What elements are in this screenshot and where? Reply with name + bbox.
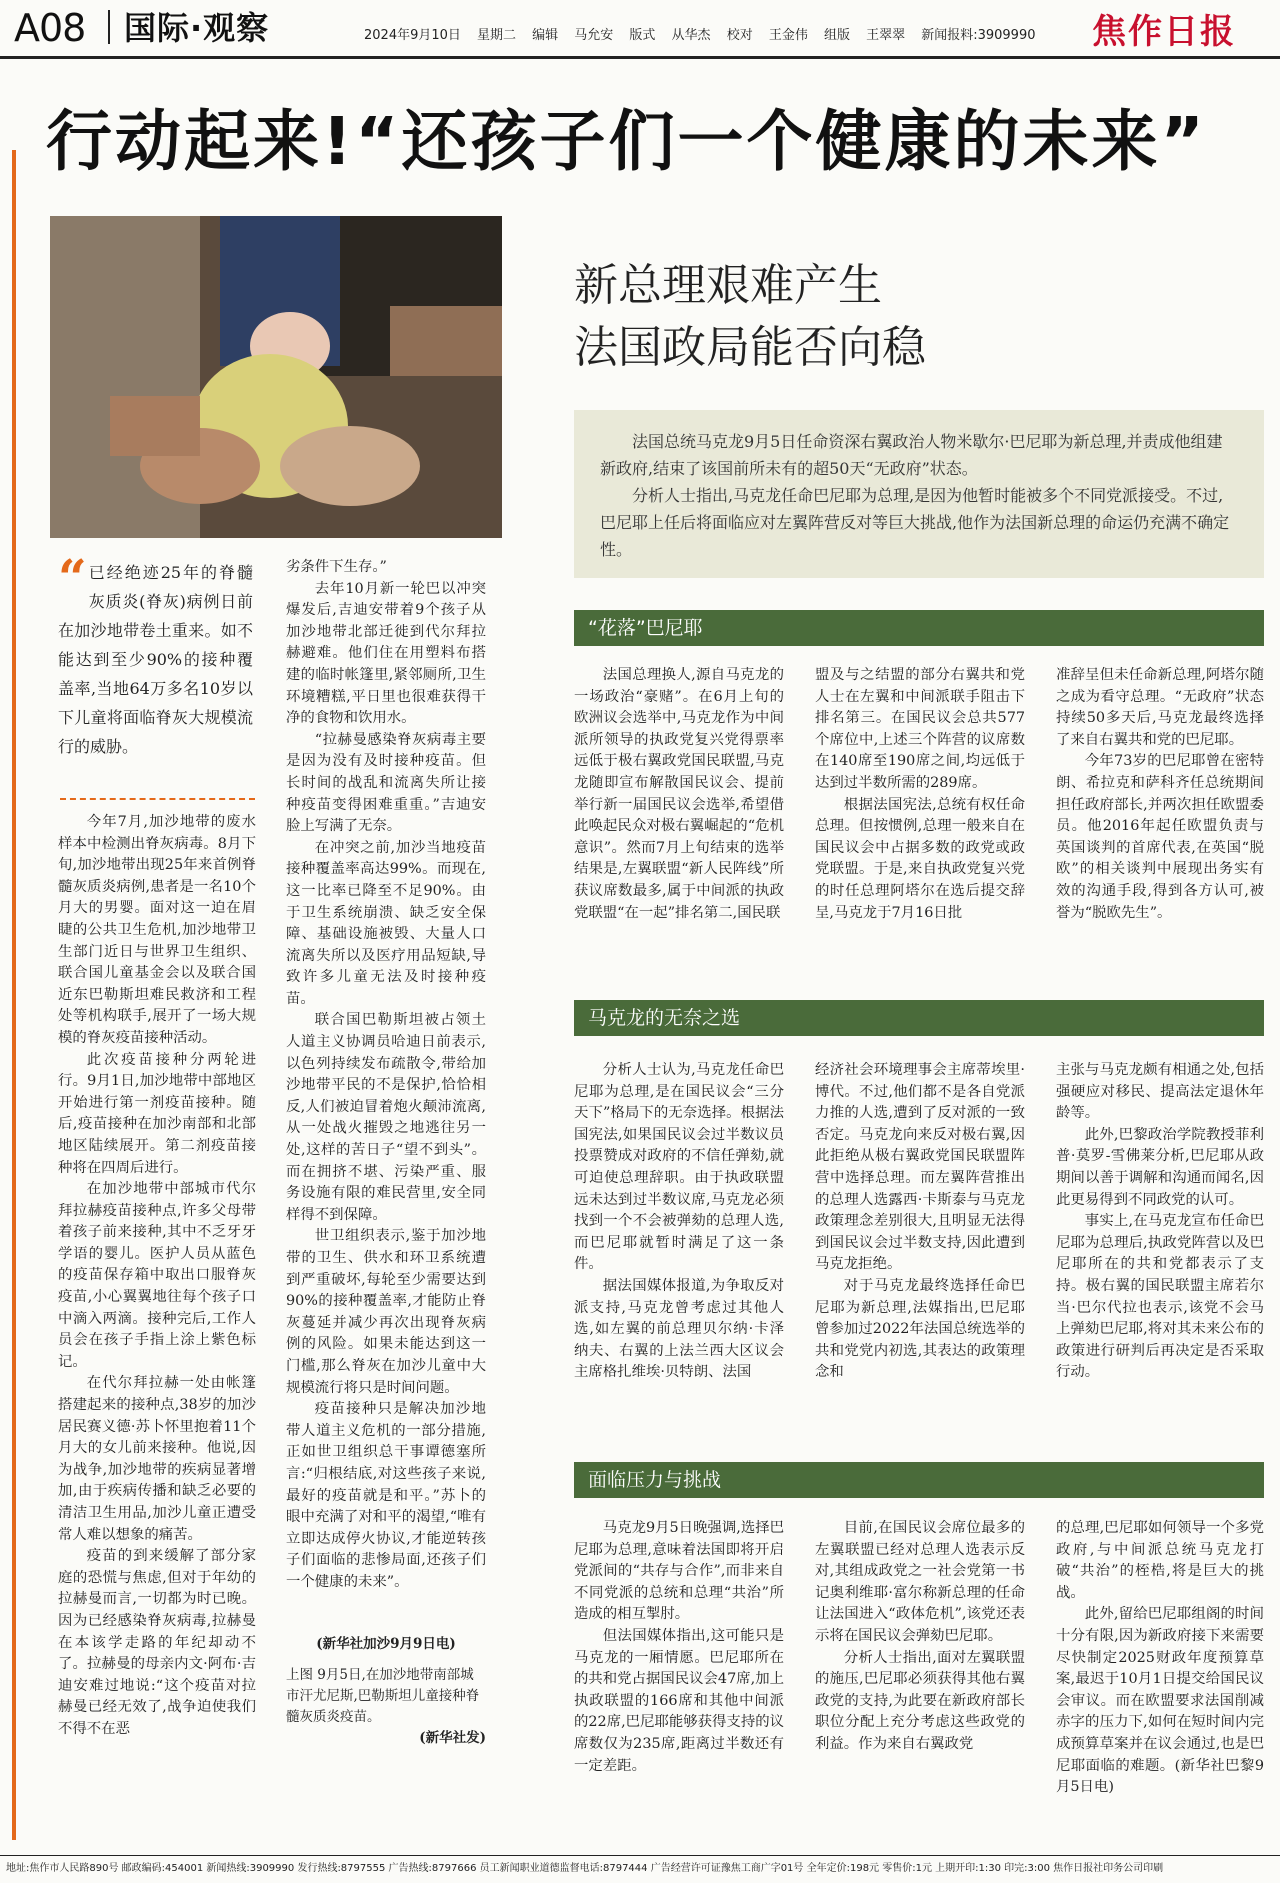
story1-column-1 bbox=[58, 812, 256, 1741]
paragraph: 准辞呈但未任命新总理,阿塔尔随之成为看守总理。“无政府”状态持续50多天后,马克龙最终选择了来自右翼共和党的巴尼耶。 bbox=[1056, 667, 1264, 748]
lead-paragraph: 分析人士指出,马克龙任命巴尼耶为总理,是因为他暂时能被多个不同党派接受。不过,巴尼耶上任后将面临应对左翼阵营反对等巨大挑战,他作为法国新总理的命运仍充满不确定性。 bbox=[600, 486, 1230, 559]
paragraph: 据法国媒体报道,为争取反对派支持,马克龙曾考虑过其他人选,如左翼的前总理贝尔纳·卡泽纳夫、右翼的上法兰西大区议会主席格扎维埃·贝特朗、法国 bbox=[574, 1277, 784, 1381]
pull-quote-text: 已经绝迹25年的脊髓灰质炎(脊灰)病例日前在加沙地带卷土重来。如不能达到至少90%的接种覆盖率,当地64万多名10岁以下儿童将面临脊灰大规模流行的威胁。 bbox=[58, 563, 253, 756]
lead-paragraph: 法国总统马克龙9月5日任命资深右翼政治人物米歇尔·巴尼耶为新总理,并责成他组建新政府,结束了该国前所未有的超50天“无政府”状态。 bbox=[600, 432, 1223, 478]
paragraph: 此外,巴黎政治学院教授菲利普·莫罗-雪佛莱分析,巴尼耶从政期间以善于调解和沟通而闻名,因此更易得到不同政党的认可。 bbox=[1056, 1126, 1264, 1208]
section-title: 国际·观察 bbox=[124, 9, 270, 47]
paragraph: 马克龙9月5日晚强调,选择巴尼耶为总理,意味着法国即将开启党派间的“共存与合作”,而非来自不同党派的总统和总理“共治”所造成的相互掣肘。 bbox=[574, 1520, 784, 1623]
paragraph: 法国总理换人,源自马克龙的一场政治“豪赌”。在6月上旬的欧洲议会选举中,马克龙作为中间派所领导的执政党复兴党得票率远低于极右翼政党国民联盟,马克龙随即宣布解散国民议会、提前举行新一届国民议会选举,希望借此唤起民众对极右翼崛起的“危机意识”。然而7月上旬结束的选举结果是,左翼联盟“新人民阵线”所获议席数最多,属于中间派的执政党联盟“在一起”排名第二,国民联 bbox=[574, 667, 784, 921]
section1-column-1 bbox=[574, 665, 784, 924]
section3-column-1 bbox=[574, 1518, 784, 1777]
paragraph: 在加沙地带中部城市代尔拜拉赫疫苗接种点,许多父母带着孩子前来接种,其中不乏牙牙学语的婴儿。医护人员从蓝色的疫苗保存箱中取出口服脊灰疫苗,小心翼翼地往每个孩子口中滴入两滴。接种完后,工作人员会在孩子手指上涂上紫色标记。 bbox=[58, 1181, 256, 1370]
paragraph: 在冲突之前,加沙当地疫苗接种覆盖率高达99%。而现在,这一比率已降至不足90%。由于卫生系统崩溃、缺乏安全保障、基础设施被毁、大量人口流离失所以及医疗用品短缺,导致许多儿童无法及时接种疫苗。 bbox=[286, 839, 486, 1007]
issue-meta: 2024年9月10日 星期二 编辑 马允安 版式 从华杰 校对 王金伟 组版 王翠翠 新闻报料:3909990 bbox=[364, 28, 1036, 43]
paragraph: 分析人士指出,面对左翼联盟的施压,巴尼耶必须获得其他右翼政党的支持,为此要在新政府部长职位分配上充分考虑这些政党的利益。作为来自右翼政党 bbox=[815, 1649, 1025, 1752]
section3-column-3 bbox=[1056, 1518, 1264, 1799]
story2-deck bbox=[574, 255, 926, 379]
masthead-logo: 焦作日报 bbox=[1092, 12, 1236, 52]
paragraph: 但法国媒体指出,这可能只是马克龙的一厢情愿。巴尼耶所在的共和党占据国民议会47席,加上执政联盟的166席和其他中间派的22席,巴尼耶能够获得支持的议席数仅为235席,距离过半数还有一定差距。 bbox=[574, 1627, 784, 1774]
section1-column-2 bbox=[815, 665, 1025, 924]
quote-divider bbox=[60, 798, 255, 800]
paragraph: 今年7月,加沙地带的废水样本中检测出脊灰病毒。8月下旬,加沙地带出现25年来首例脊髓灰质炎病例,患者是一名10个月大的男婴。面对这一迫在眉睫的公共卫生危机,加沙地带卫生部门近日与世界卫生组织、联合国儿童基金会以及联合国近东巴勒斯坦难民救济和工程处等机构联手,展开了一场大规模的脊灰疫苗接种活动。 bbox=[58, 814, 256, 1046]
paragraph: 事实上,在马克龙宣布任命巴尼耶为总理后,执政党阵营以及巴尼耶所在的共和党都表示了支持。极右翼的国民联盟主席若尔当·巴尔代拉也表示,该党不会马上弹劾巴尼耶,将对其未来公布的政策进行研判后再决定是否采取行动。 bbox=[1056, 1213, 1264, 1381]
paragraph: 今年73岁的巴尼耶曾在密特朗、希拉克和萨科齐任总统期间担任政府部长,并两次担任欧盟委员。他2016年起任欧盟负责与英国谈判的首席代表,在英国“脱欧”的相关谈判中展现出务实有效的沟通手段,得到各方认可,被誉为“脱欧先生”。 bbox=[1056, 753, 1264, 921]
main-headline: 行动起来!“还孩子们一个健康的未来” bbox=[46, 103, 1207, 180]
story2-lead-box bbox=[574, 410, 1264, 578]
paragraph: 联合国巴勒斯坦被占领土人道主义协调员哈迪日前表示,以色列持续发布疏散令,带给加沙地带平民的不是保护,恰恰相反,人们被迫冒着炮火颠沛流离,从一处战火摧毁之地逃往另一处,这样的苦日子“望不到头”。而在拥挤不堪、污染严重、服务设施有限的难民营里,安全同样得不到保障。 bbox=[286, 1012, 486, 1223]
accent-rule bbox=[12, 150, 16, 1840]
story1-column-2 bbox=[286, 557, 486, 1594]
paragraph: 经济社会环境理事会主席蒂埃里·博代。不过,他们都不是各自党派力推的人选,遭到了反对派的一致否定。马克龙向来反对极右翼,因此拒绝从极右翼政党国民联盟阵营中选择总理。而左翼阵营推出的总理人选露西·卡斯泰与马克龙政策理念差别很大,且明显无法得到国民议会过半数支持,因此遭到马克龙拒绝。 bbox=[815, 1062, 1025, 1273]
section2-column-3 bbox=[1056, 1060, 1264, 1384]
paragraph: 目前,在国民议会席位最多的左翼联盟已经对总理人选表示反对,其组成政党之一社会党第一书记奥利维耶·富尔称新总理的任命让法国进入“政体危机”,该党还表示将在国民议会弹劾巴尼耶。 bbox=[815, 1520, 1025, 1644]
quote-mark-icon: “ bbox=[58, 548, 87, 607]
story1-endnote bbox=[286, 1634, 486, 1749]
paragraph: 劣条件下生存。” bbox=[286, 559, 387, 575]
subhead-bar-3: 面临压力与挑战 bbox=[574, 1462, 1264, 1498]
paragraph: 的总理,巴尼耶如何领导一个多党政府,与中间派总统马克龙打破“共治”的桎梏,将是巨大的挑战。 bbox=[1056, 1520, 1264, 1601]
paragraph: “拉赫曼感染脊灰病毒主要是因为没有及时接种疫苗。但长时间的战乱和流离失所让接种疫苗变得困难重重。”吉迪安脸上写满了无奈。 bbox=[286, 731, 486, 835]
paragraph: 分析人士认为,马克龙任命巴尼耶为总理,是在国民议会“三分天下”格局下的无奈选择。根据法国宪法,如果国民议会过半数议员投票赞成对政府的不信任弹劾,就可迫使总理辞职。由于执政联盟远未达到过半数议席,马克龙必须找到一个不会被弹劾的总理人选,而巴尼耶就暂时满足了这一条件。 bbox=[574, 1062, 784, 1273]
paragraph: 此外,留给巴尼耶组阁的时间十分有限,因为新政府接下来需要尽快制定2025财政年度预算草案,最迟于10月1日提交给国民议会审议。而在欧盟要求法国削减赤字的压力下,如何在短时间内完成预算草案并在议会通过,也是巴尼耶面临的难题。(新华社巴黎9月5日电) bbox=[1056, 1606, 1264, 1796]
photo-credit: (新华社发) bbox=[419, 1730, 486, 1746]
deck-line-1: 新总理艰难产生 bbox=[574, 260, 882, 311]
paragraph: 去年10月新一轮巴以冲突爆发后,吉迪安带着9个孩子从加沙地带北部迁徙到代尔拜拉赫避难。他们住在用塑料布搭建的临时帐篷里,紧邻厕所,卫生环境糟糕,平日里也很难获得干净的食物和饮用水。 bbox=[286, 580, 486, 727]
vaccination-photo-illustration bbox=[50, 216, 502, 538]
subhead-bar-1: “花落”巴尼耶 bbox=[574, 610, 1264, 646]
page-number: A08 bbox=[14, 6, 86, 50]
paragraph: 盟及与之结盟的部分右翼共和党人士在左翼和中间派联手阻击下排名第三。在国民议会总共577个席位中,上述三个阵营的议席数在140席至190席之间,均远低于达到过半数所需的289席。 bbox=[815, 667, 1025, 791]
paragraph: 世卫组织表示,鉴于加沙地带的卫生、供水和环卫系统遭到严重破坏,每轮至少需要达到90%的接种覆盖率,才能防止脊灰蔓延并减少再次出现脊灰病例的风险。如果未能达到这一门槛,那么脊灰在加沙儿童中大规模流行将只是时间问题。 bbox=[286, 1228, 486, 1396]
footer-info: 地址:焦作市人民路890号 邮政编码:454001 新闻热线:3909990 发行热线:8797555 广告热线:8797666 员工新闻职业道德监督电话:8797444 广告经营许可证豫焦工商广字01号 全年定价:198元 零售价:1元 上期开印:1:30 印完:3:00 焦作日报社印务公司印刷 bbox=[6, 1863, 1164, 1874]
paragraph: 根据法国宪法,总统有权任命总理。但按惯例,总理一般来自在国民议会中占据多数的政党或政党联盟。于是,来自执政党复兴党的时任总理阿塔尔在选后提交辞呈,马克龙于7月16日批 bbox=[815, 796, 1025, 921]
paragraph: 疫苗的到来缓解了部分家庭的恐慌与焦虑,但对于年幼的拉赫曼而言,一切都为时已晚。因为已经感染脊灰病毒,拉赫曼在本该学走路的年纪却动不了。拉赫曼的母亲内文·阿布·吉迪安难过地说:“这个疫苗对拉赫曼已经无效了,战争迫使我们不得不在恶 bbox=[58, 1548, 256, 1737]
footer-rule bbox=[0, 1855, 1280, 1856]
photo-caption: 上图 9月5日,在加沙地带南部城市汗尤尼斯,巴勒斯坦儿童接种脊髓灰质炎疫苗。 bbox=[286, 1667, 480, 1725]
header-rule bbox=[0, 56, 1280, 59]
section2-column-1 bbox=[574, 1060, 784, 1384]
header-divider bbox=[108, 10, 110, 44]
section3-column-2 bbox=[815, 1518, 1025, 1756]
dateline: (新华社加沙9月9日电) bbox=[316, 1636, 456, 1652]
subhead-bar-2: 马克龙的无奈之选 bbox=[574, 1000, 1264, 1036]
vaccination-photo bbox=[50, 216, 502, 538]
pull-quote bbox=[58, 548, 253, 761]
deck-line-2: 法国政局能否向稳 bbox=[574, 322, 926, 373]
paragraph: 主张与马克龙颇有相通之处,包括强硬应对移民、提高法定退休年龄等。 bbox=[1056, 1062, 1264, 1122]
paragraph: 对于马克龙最终选择任命巴尼耶为新总理,法媒指出,巴尼耶曾参加过2022年法国总统选举的共和党党内初选,其表达的政策理念和 bbox=[815, 1277, 1025, 1381]
paragraph: 此次疫苗接种分两轮进行。9月1日,加沙地带中部地区开始进行第一剂疫苗接种。随后,疫苗接种在加沙南部和北部地区陆续展开。第二剂疫苗接种将在四周后进行。 bbox=[58, 1051, 256, 1176]
paragraph: 疫苗接种只是解决加沙地带人道主义危机的一部分措施,正如世卫组织总干事谭德塞所言:“归根结底,对这些孩子来说,最好的疫苗就是和平。”苏卜的眼中充满了对和平的渴望,“唯有立即达成停火协议,才能逆转孩子们面临的悲惨局面,还孩子们一个健康的未来”。 bbox=[286, 1401, 486, 1590]
section2-column-2 bbox=[815, 1060, 1025, 1384]
section1-column-3 bbox=[1056, 665, 1264, 924]
paragraph: 在代尔拜拉赫一处由帐篷搭建起来的接种点,38岁的加沙居民赛义德·苏卜怀里抱着11个月大的女儿前来接种。他说,因为战争,加沙地带的疾病显著增加,由于疾病传播和缺乏必要的清洁卫生用品,加沙儿童正遭受常人难以想象的痛苦。 bbox=[58, 1375, 256, 1543]
